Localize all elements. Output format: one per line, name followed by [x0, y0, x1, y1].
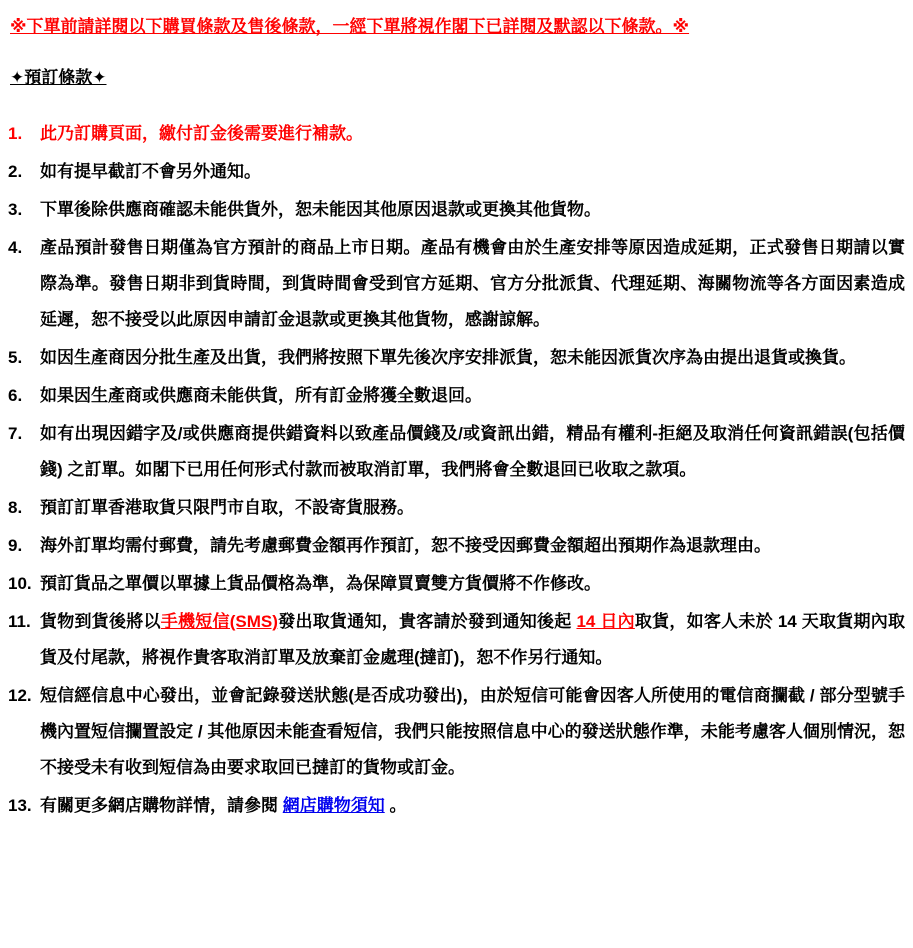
- term-number: 8.: [8, 498, 23, 517]
- term-number: 10.: [8, 574, 32, 593]
- term-item: [8, 416, 905, 488]
- term-item: [8, 566, 905, 602]
- plain-text: 。: [384, 796, 407, 815]
- term-number: 5.: [8, 348, 23, 367]
- term-number: 11.: [8, 612, 31, 631]
- term-text: [40, 528, 905, 564]
- term-item: [8, 154, 905, 190]
- term-number: 1.: [8, 124, 23, 143]
- terms-list: [8, 116, 905, 824]
- plain-text: 如有提早截訂不會另外通知。: [40, 162, 261, 181]
- term-text: [40, 154, 905, 190]
- plain-text: 如有出現因錯字及/或供應商提供錯資料以致產品價錢及/或資訊出錯，精品有權利-拒絕及取消任何資訊錯誤(包括價錢) 之訂單。如閣下已用任何形式付款而被取消訂單，我們將會全數退回已收取之款項。: [40, 424, 905, 479]
- terms-document: [8, 12, 905, 824]
- term-text: [40, 116, 905, 152]
- plain-text: 短信經信息中心發出，並會記錄發送狀態(是否成功發出)，由於短信可能會因客人所使用的電信商攔截 / 部分型號手機內置短信攔置設定 / 其他原因未能查看短信，我們只能按照信息中心的發送狀態作準，未能考慮客人個別情況，恕不接受未有收到短信為由要求取回已撻訂的貨物或訂金。: [40, 686, 905, 777]
- plain-text: 貨物到貨後將以: [40, 612, 161, 631]
- term-number: 7.: [8, 424, 23, 443]
- plain-text: 產品預計發售日期僅為官方預計的商品上市日期。產品有機會由於生產安排等原因造成延期，正式發售日期請以實際為準。發售日期非到貨時間，到貨時間會受到官方延期、官方分批派貨、代理延期、海關物流等各方面因素造成延遲，恕不接受以此原因申請訂金退款或更換其他貨物，感謝諒解。: [40, 238, 905, 329]
- term-item: [8, 116, 905, 152]
- section-header-preorder-terms: ✦預訂條款✦: [10, 68, 107, 87]
- term-number: 3.: [8, 200, 23, 219]
- term-text: [40, 230, 905, 338]
- term-item: [8, 604, 905, 676]
- term-number: 12.: [8, 686, 32, 705]
- term-text: [40, 604, 905, 676]
- term-item: [8, 788, 905, 824]
- term-item: [8, 490, 905, 526]
- term-item: [8, 528, 905, 564]
- highlighted-text: 手機短信(SMS): [160, 612, 278, 631]
- term-number: 13.: [8, 796, 32, 815]
- term-number: 9.: [8, 536, 23, 555]
- term-item: [8, 230, 905, 338]
- term-text: [40, 416, 905, 488]
- term-text: [40, 490, 905, 526]
- term-item: [8, 378, 905, 414]
- plain-text: 如因生產商因分批生產及出貨，我們將按照下單先後次序安排派貨，恕未能因派貨次序為由提出退貨或換貨。: [40, 348, 856, 367]
- plain-text: 預訂訂單香港取貨只限門市自取，不設寄貨服務。: [40, 498, 414, 517]
- term-text: [40, 192, 905, 228]
- plain-text: 下單後除供應商確認未能供貨外，恕未能因其他原因退款或更換其他貨物。: [40, 200, 601, 219]
- term-item: [8, 340, 905, 376]
- term-text: [40, 566, 905, 602]
- plain-text: 此乃訂購頁面，繳付訂金後需要進行補款。: [40, 124, 363, 143]
- shop-guide-link[interactable]: 網店購物須知: [282, 796, 385, 815]
- term-number: 4.: [8, 238, 23, 257]
- term-text: [40, 678, 905, 786]
- term-number: 2.: [8, 162, 23, 181]
- plain-text: 預訂貨品之單價以單據上貨品價格為準，為保障買賣雙方貨價將不作修改。: [40, 574, 601, 593]
- highlighted-text: 14 日內: [576, 612, 635, 631]
- plain-text: 海外訂單均需付郵費，請先考慮郵費金額再作預訂，恕不接受因郵費金額超出預期作為退款理由。: [40, 536, 771, 555]
- term-text: [40, 378, 905, 414]
- page-title: ※下單前請詳閱以下購買條款及售後條款，一經下單將視作閣下已詳閱及默認以下條款。※: [10, 17, 690, 36]
- term-text: [40, 788, 905, 824]
- term-text: [40, 340, 905, 376]
- plain-text: 發出取貨通知，貴客請於發到通知後起: [277, 612, 577, 631]
- plain-text: 有關更多網店購物詳情，請參閱: [40, 796, 283, 815]
- plain-text: 取貨，如客人未於 14 天取貨期內取貨及付尾款，將視作貴客取消訂單及放棄訂金處理(撻訂)，恕不作另行通知。: [40, 612, 905, 667]
- term-item: [8, 678, 905, 786]
- term-item: [8, 192, 905, 228]
- plain-text: 如果因生產商或供應商未能供貨，所有訂金將獲全數退回。: [40, 386, 482, 405]
- term-number: 6.: [8, 386, 23, 405]
